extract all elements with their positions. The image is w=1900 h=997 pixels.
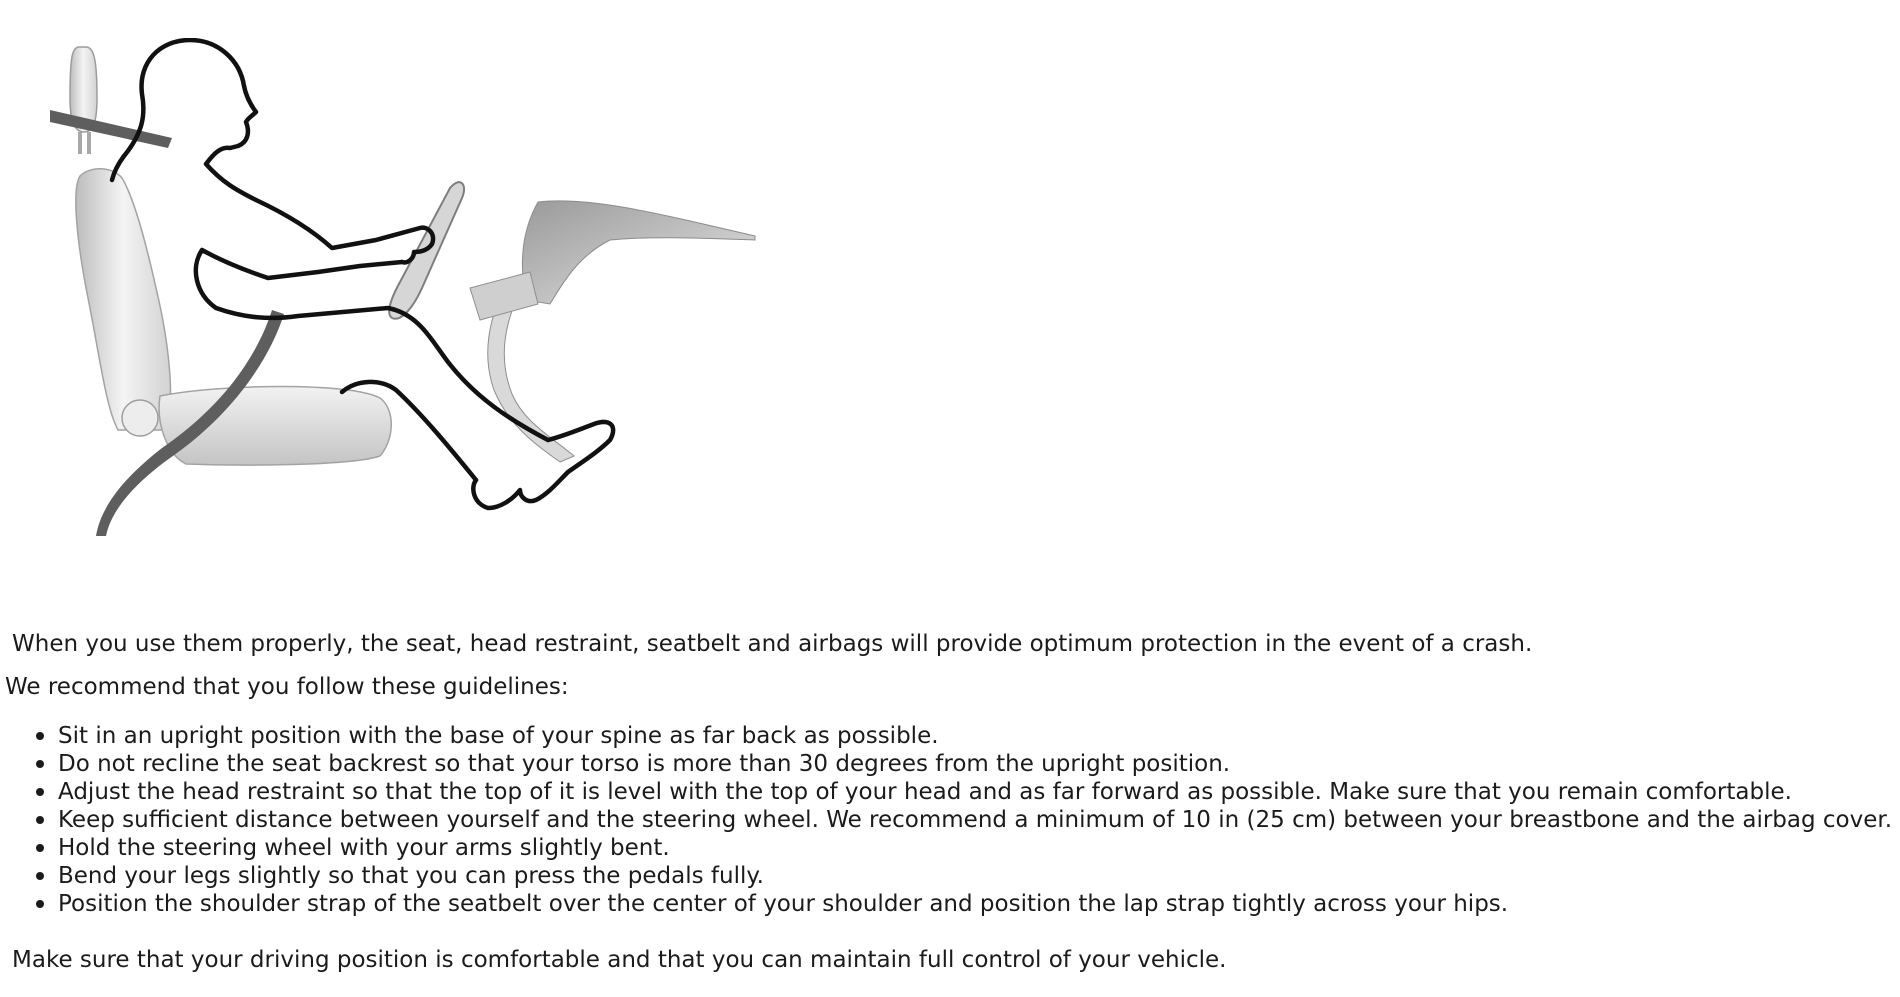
list-item-text: Position the shoulder strap of the seatbelt over the center of your shoulder and position the lap strap tightly across your hips.	[58, 891, 1509, 917]
head-restraint-icon	[70, 47, 97, 154]
list-item	[0, 750, 1900, 778]
closing-paragraph: Make sure that your driving position is comfortable and that you can maintain full control of your vehicle.	[12, 947, 1227, 973]
seatbelt-shoulder-strap-icon	[50, 110, 172, 148]
list-item-text: Adjust the head restraint so that the top of it is level with the top of your head and as far forward as possible. Make sure that you remain comfortable.	[58, 779, 1792, 805]
list-item-text: Do not recline the seat backrest so that your torso is more than 30 degrees from the upright position.	[58, 751, 1231, 777]
list-item-text: Bend your legs slightly so that you can press the pedals fully.	[58, 863, 764, 889]
list-item	[0, 834, 1900, 862]
bullet-icon	[36, 900, 44, 908]
seat-backrest-icon	[76, 169, 171, 430]
list-item	[0, 862, 1900, 890]
intro-paragraph: When you use them properly, the seat, head restraint, seatbelt and airbags will provide optimum protection in the event of a crash.	[12, 631, 1533, 657]
recliner-knob-icon	[122, 400, 158, 436]
guidelines-text-block	[0, 630, 1900, 974]
list-item-text: Keep sufficient distance between yourself and the steering wheel. We recommend a minimum of 10 in (25 cm) between your breastbone and the airbag cover.	[58, 807, 1893, 833]
driver-seating-position-illustration	[50, 38, 790, 538]
list-item	[0, 778, 1900, 806]
bullet-icon	[36, 760, 44, 768]
list-item	[0, 722, 1900, 750]
bullet-icon	[36, 788, 44, 796]
bullet-icon	[36, 844, 44, 852]
bullet-icon	[36, 732, 44, 740]
list-item-text: Hold the steering wheel with your arms slightly bent.	[58, 835, 670, 861]
recommend-paragraph: We recommend that you follow these guidelines:	[5, 674, 569, 700]
guidelines-list	[0, 722, 1900, 918]
bullet-icon	[36, 872, 44, 880]
bullet-icon	[36, 816, 44, 824]
list-item	[0, 806, 1900, 834]
list-item	[0, 890, 1900, 918]
list-item-text: Sit in an upright position with the base of your spine as far back as possible.	[58, 723, 939, 749]
